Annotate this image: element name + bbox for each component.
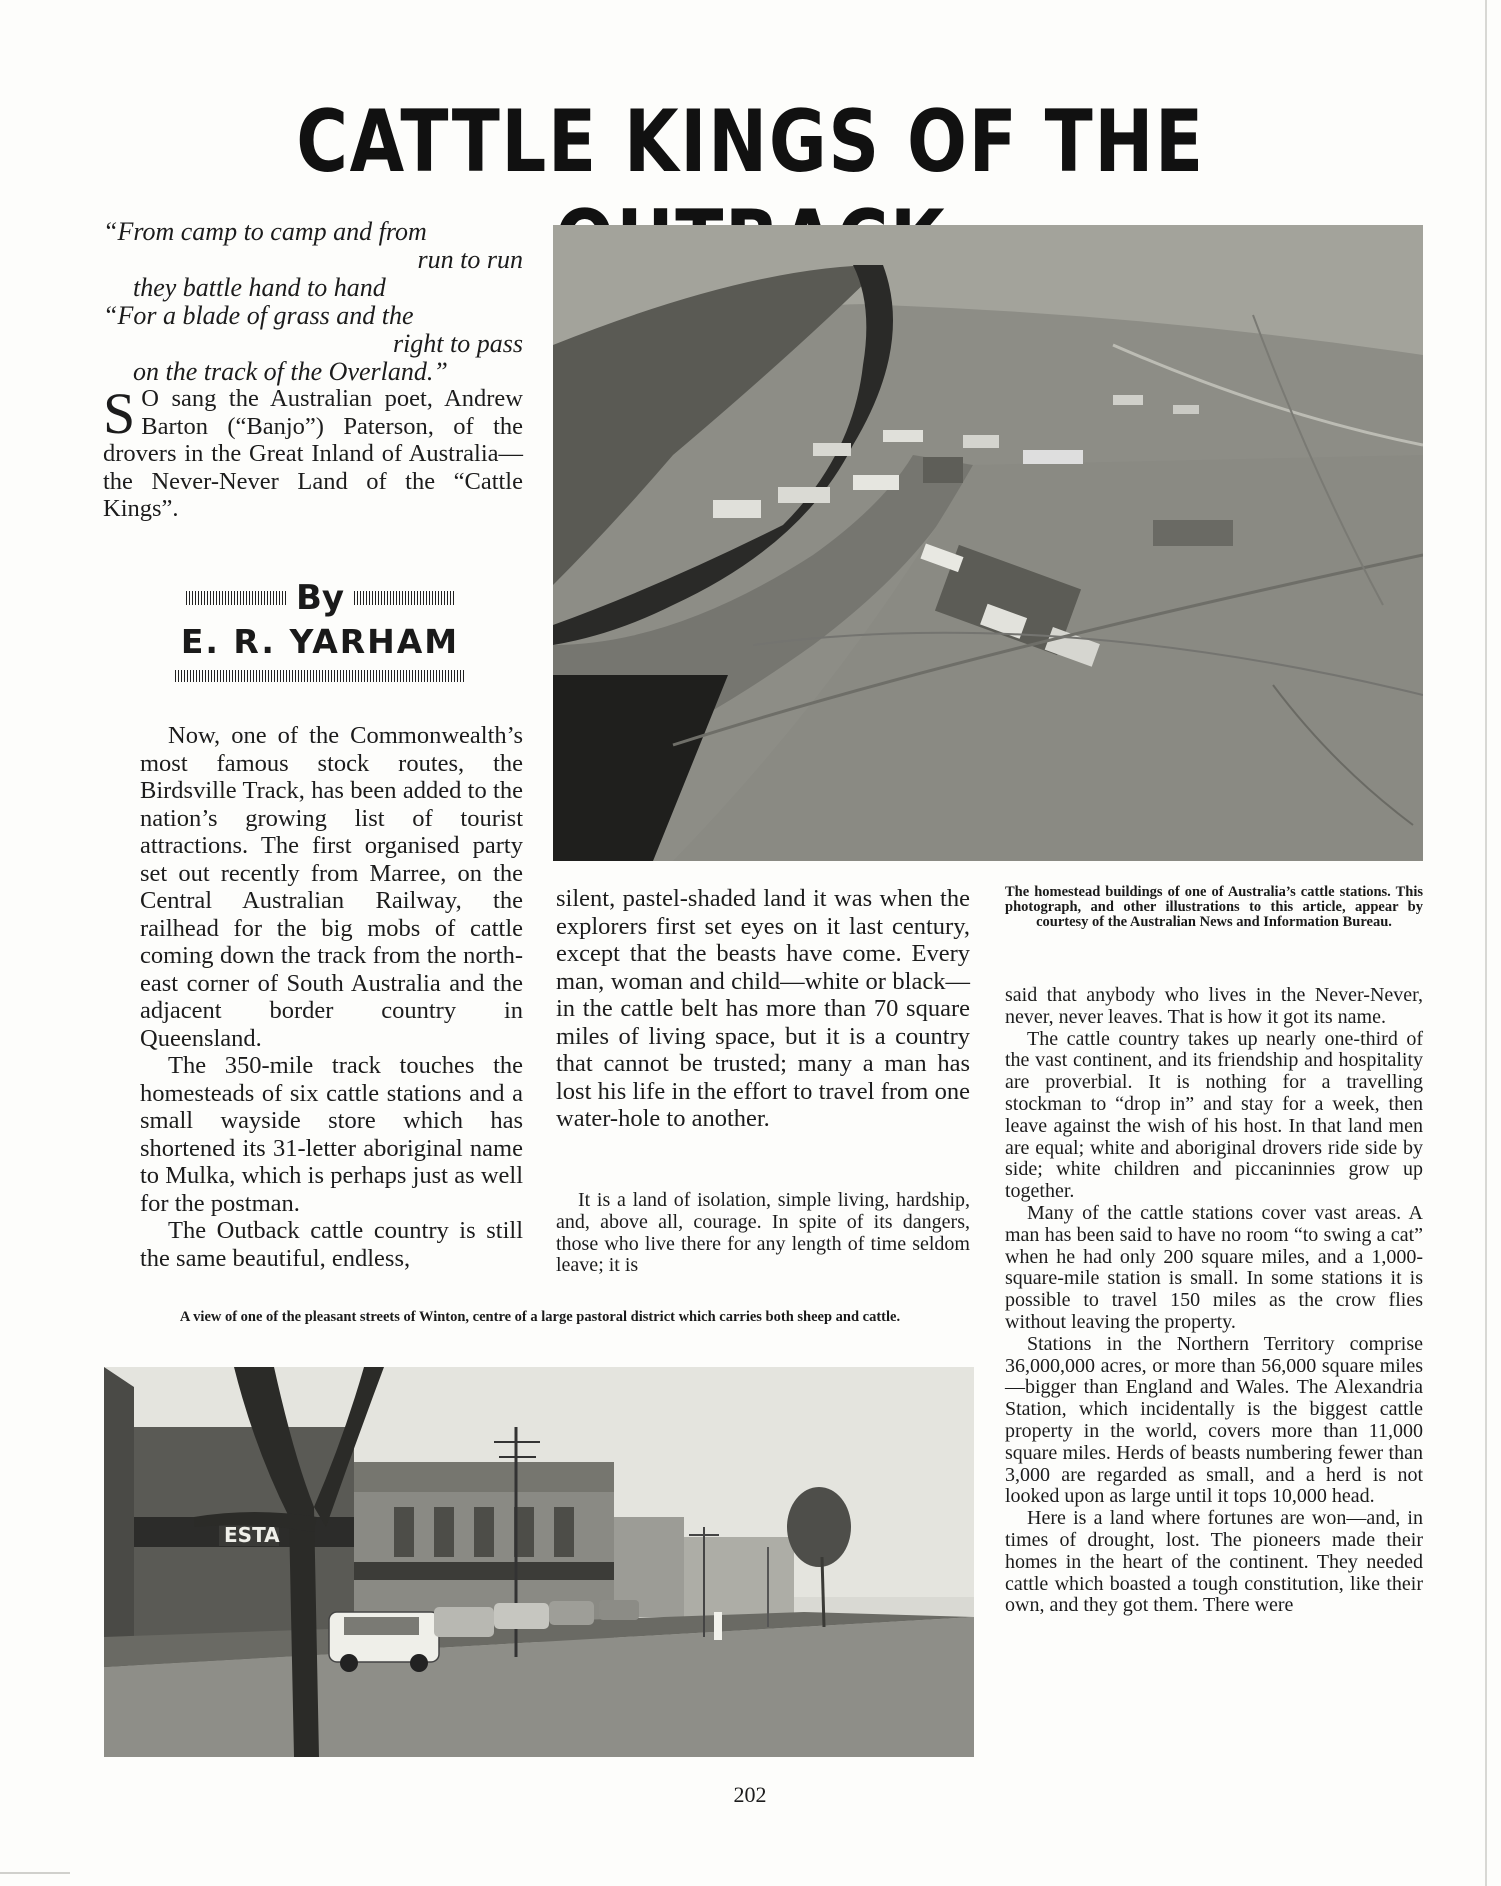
drop-cap: S (103, 381, 136, 446)
column-1-body (140, 722, 523, 1272)
poem-line: “For a blade of grass and the (103, 301, 414, 330)
byline-rule-left (186, 591, 286, 605)
byline-by: By (295, 578, 345, 618)
body-paragraph: Now, one of the Commonwealth’s most famous stock routes, the Birdsville Track, has been added to the nation’s growing list of tourist attractions. The first organised party set out recently from Marree, on the Central Australian Railway, the railhead for the big mobs of cattle coming down the track from the north-east corner of South Australia and the adjacent border country in Queensland. (140, 722, 523, 1052)
body-paragraph: The Outback cattle country is still the same beautiful, endless, (140, 1217, 523, 1272)
body-paragraph: silent, pastel-shaded land it was when the explorers first set eyes on it last century, except that the beasts have come. Every man, woman and child—white or black—in the cattle belt has more than 70 square miles of living space, but it is a country that cannot be trusted; many a man has lost his life in the effort to travel from one water-hole to another. (556, 885, 970, 1132)
body-paragraph: The 350-mile track touches the homesteads of six cattle stations and a small wayside store which has shortened its 31-letter aboriginal name to Mulka, which is perhaps just as well for the postman. (140, 1052, 523, 1217)
body-paragraph: The cattle country takes up nearly one-third of the vast continent, and its friendship and hospitality are proverbial. It is nothing for a travelling stockman to “drop in” and stay for a week, then leave against the wish of his host. In that land men are equal; white and aboriginal drovers ride side by side; white children and piccaninnies grow up together. (1005, 1027, 1423, 1203)
body-paragraph: Here is a land where fortunes are won—and, in times of drought, lost. The pioneers made their homes in the heart of the continent. They needed cattle which boasted a tough constitution, like their own, and they got them. There were (1005, 1507, 1423, 1617)
intro-paragraph (103, 381, 523, 523)
byline-author: E. R. YARHAM (180, 622, 460, 661)
byline (175, 578, 465, 682)
poem-line: on the track of the Overland.” (133, 357, 448, 386)
byline-rule-bottom (175, 670, 465, 682)
page-edge-line (1485, 0, 1487, 1886)
street-photo-caption: A view of one of the pleasant streets of Winton, centre of a large pastoral district which carries both sheep and cattle. (179, 1309, 901, 1325)
poem-line: right to pass (392, 329, 523, 358)
article-title: CATTLE KINGS OF THE (296, 92, 1205, 192)
poem-line: “From camp to camp and from (103, 217, 427, 246)
poem-line: they battle hand to hand (133, 273, 386, 302)
aerial-homestead-photo (553, 225, 1423, 861)
byline-rule-right (354, 591, 454, 605)
page-bottom-mark (0, 1872, 70, 1874)
shop-sign-text: ESTA (224, 1523, 280, 1547)
column-3-body (1005, 985, 1423, 1617)
aerial-photo-image (553, 225, 1423, 861)
intro-text: O sang the Australian poet, Andrew Barton (“Banjo”) Paterson, of the drovers in the Great Inland of Australia—the Never-Never Land of the “Cattle Kings”. (103, 385, 523, 522)
winton-street-photo (104, 1367, 974, 1757)
body-paragraph: said that anybody who lives in the Never-Never, never, never leaves. That is how it got its name. (1005, 984, 1423, 1028)
opening-poem (103, 218, 523, 386)
page-number: 202 (733, 1782, 767, 1807)
street-photo-image (104, 1367, 974, 1757)
column-2-small (556, 1190, 970, 1277)
body-paragraph: It is a land of isolation, simple living, hardship, and, above all, courage. In spite of its dangers, those who live there for any length of time seldom leave; it is (556, 1189, 970, 1277)
body-paragraph: Many of the cattle stations cover vast areas. A man has been said to have no room “to swing a cat” when he had only 200 square miles, and a 1,000-square-mile station is small. In some stations it is possible to travel 150 miles as the crow flies without leaving the property. (1005, 1201, 1423, 1333)
body-paragraph: Stations in the Northern Territory comprise 36,000,000 acres, or more than 56,000 square miles—bigger than England and Wales. The Alexandria Station, which incidentally is the biggest cattle property in the world, covers more than 11,000 square miles. Herds of beasts numbering fewer than 3,000 are regarded as small, and a herd is not looked upon as large until it tops 10,000 head. (1005, 1332, 1423, 1508)
homestead-photo-caption: The homestead buildings of one of Australia’s cattle stations. This photograph, and other illustrations to this article, appear by courtesy of the Australian News and Information Bureau. (1005, 884, 1423, 930)
column-2-body (556, 885, 970, 1133)
poem-line: run to run (417, 245, 523, 274)
